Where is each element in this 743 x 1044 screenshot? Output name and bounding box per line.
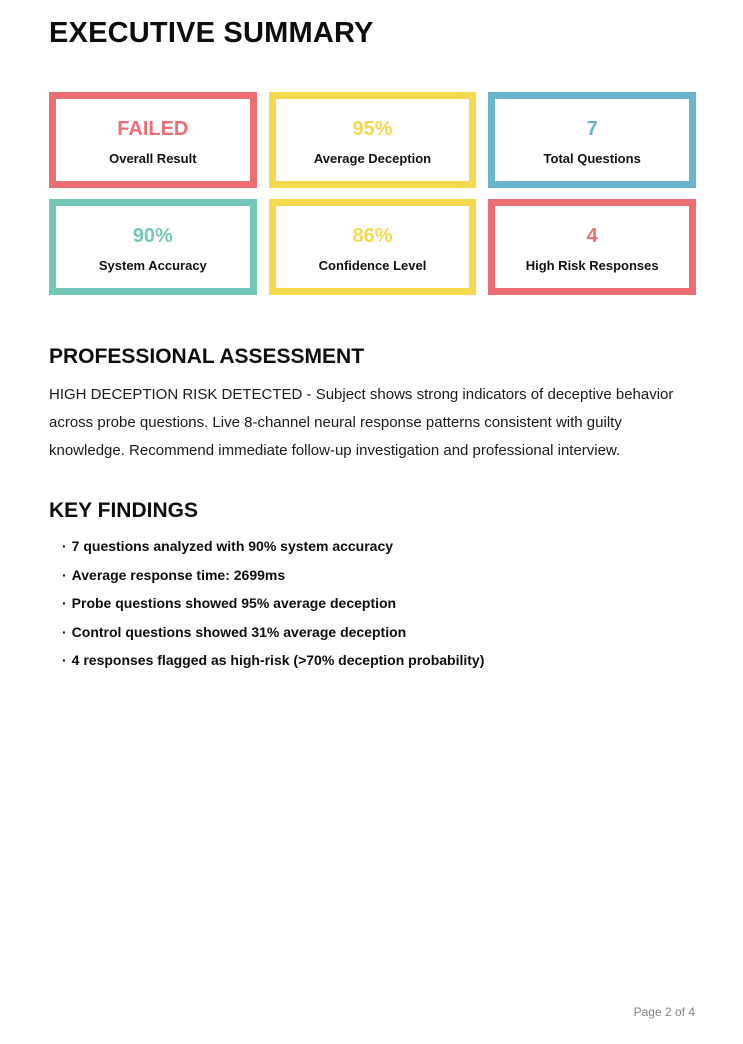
bullet-icon: · [62,652,67,669]
professional-assessment-heading: PROFESSIONAL ASSESSMENT [49,344,365,368]
metric-value: 4 [586,224,598,247]
list-item [62,596,696,610]
metric-label: Average Deception [313,150,432,166]
metric-value: FAILED [117,117,189,140]
metric-card-confidence-level [269,199,477,295]
bullet-icon: · [62,595,67,612]
metric-card-system-accuracy [49,199,257,295]
finding-text: Control questions showed 31% average deception [71,623,407,640]
page-number: Page 2 of 4 [633,1005,695,1019]
key-findings-heading: KEY FINDINGS [49,498,198,522]
metric-value: 95% [352,117,393,140]
metric-value: 90% [132,224,173,247]
metric-card-high-risk-responses [488,199,696,295]
finding-text: Average response time: 2699ms [71,566,286,583]
list-item [62,568,696,582]
bullet-icon: · [62,538,67,555]
professional-assessment-body: HIGH DECEPTION RISK DETECTED - Subject shows strong indicators of deceptive behavior across probe questions. Live 8-channel neural response patterns consistent with guilty knowledge. Recommend immediate follow-up investigation and professional interview. [49,385,674,459]
metric-value: 86% [352,224,393,247]
metric-label: Overall Result [109,150,197,166]
metric-card-overall-result [49,92,257,188]
key-findings-list [49,539,696,667]
key-findings-section [49,499,696,667]
metric-label: High Risk Responses [525,257,659,273]
bullet-icon: · [62,566,67,583]
metric-label: System Accuracy [98,257,207,273]
metric-value: 7 [586,117,598,140]
finding-text: Probe questions showed 95% average deception [71,595,397,612]
list-item [62,539,696,553]
metric-label: Confidence Level [318,257,427,273]
professional-assessment-section [49,345,696,465]
finding-text: 7 questions analyzed with 90% system accuracy [71,538,394,555]
finding-text: 4 responses flagged as high-risk (>70% deception probability) [71,652,485,669]
metric-card-total-questions [488,92,696,188]
bullet-icon: · [62,623,67,640]
list-item [62,653,696,667]
metric-card-average-deception [269,92,477,188]
list-item [62,625,696,639]
metric-label: Total Questions [543,150,641,166]
metric-card-grid [49,92,696,295]
page-title: EXECUTIVE SUMMARY [49,17,374,49]
